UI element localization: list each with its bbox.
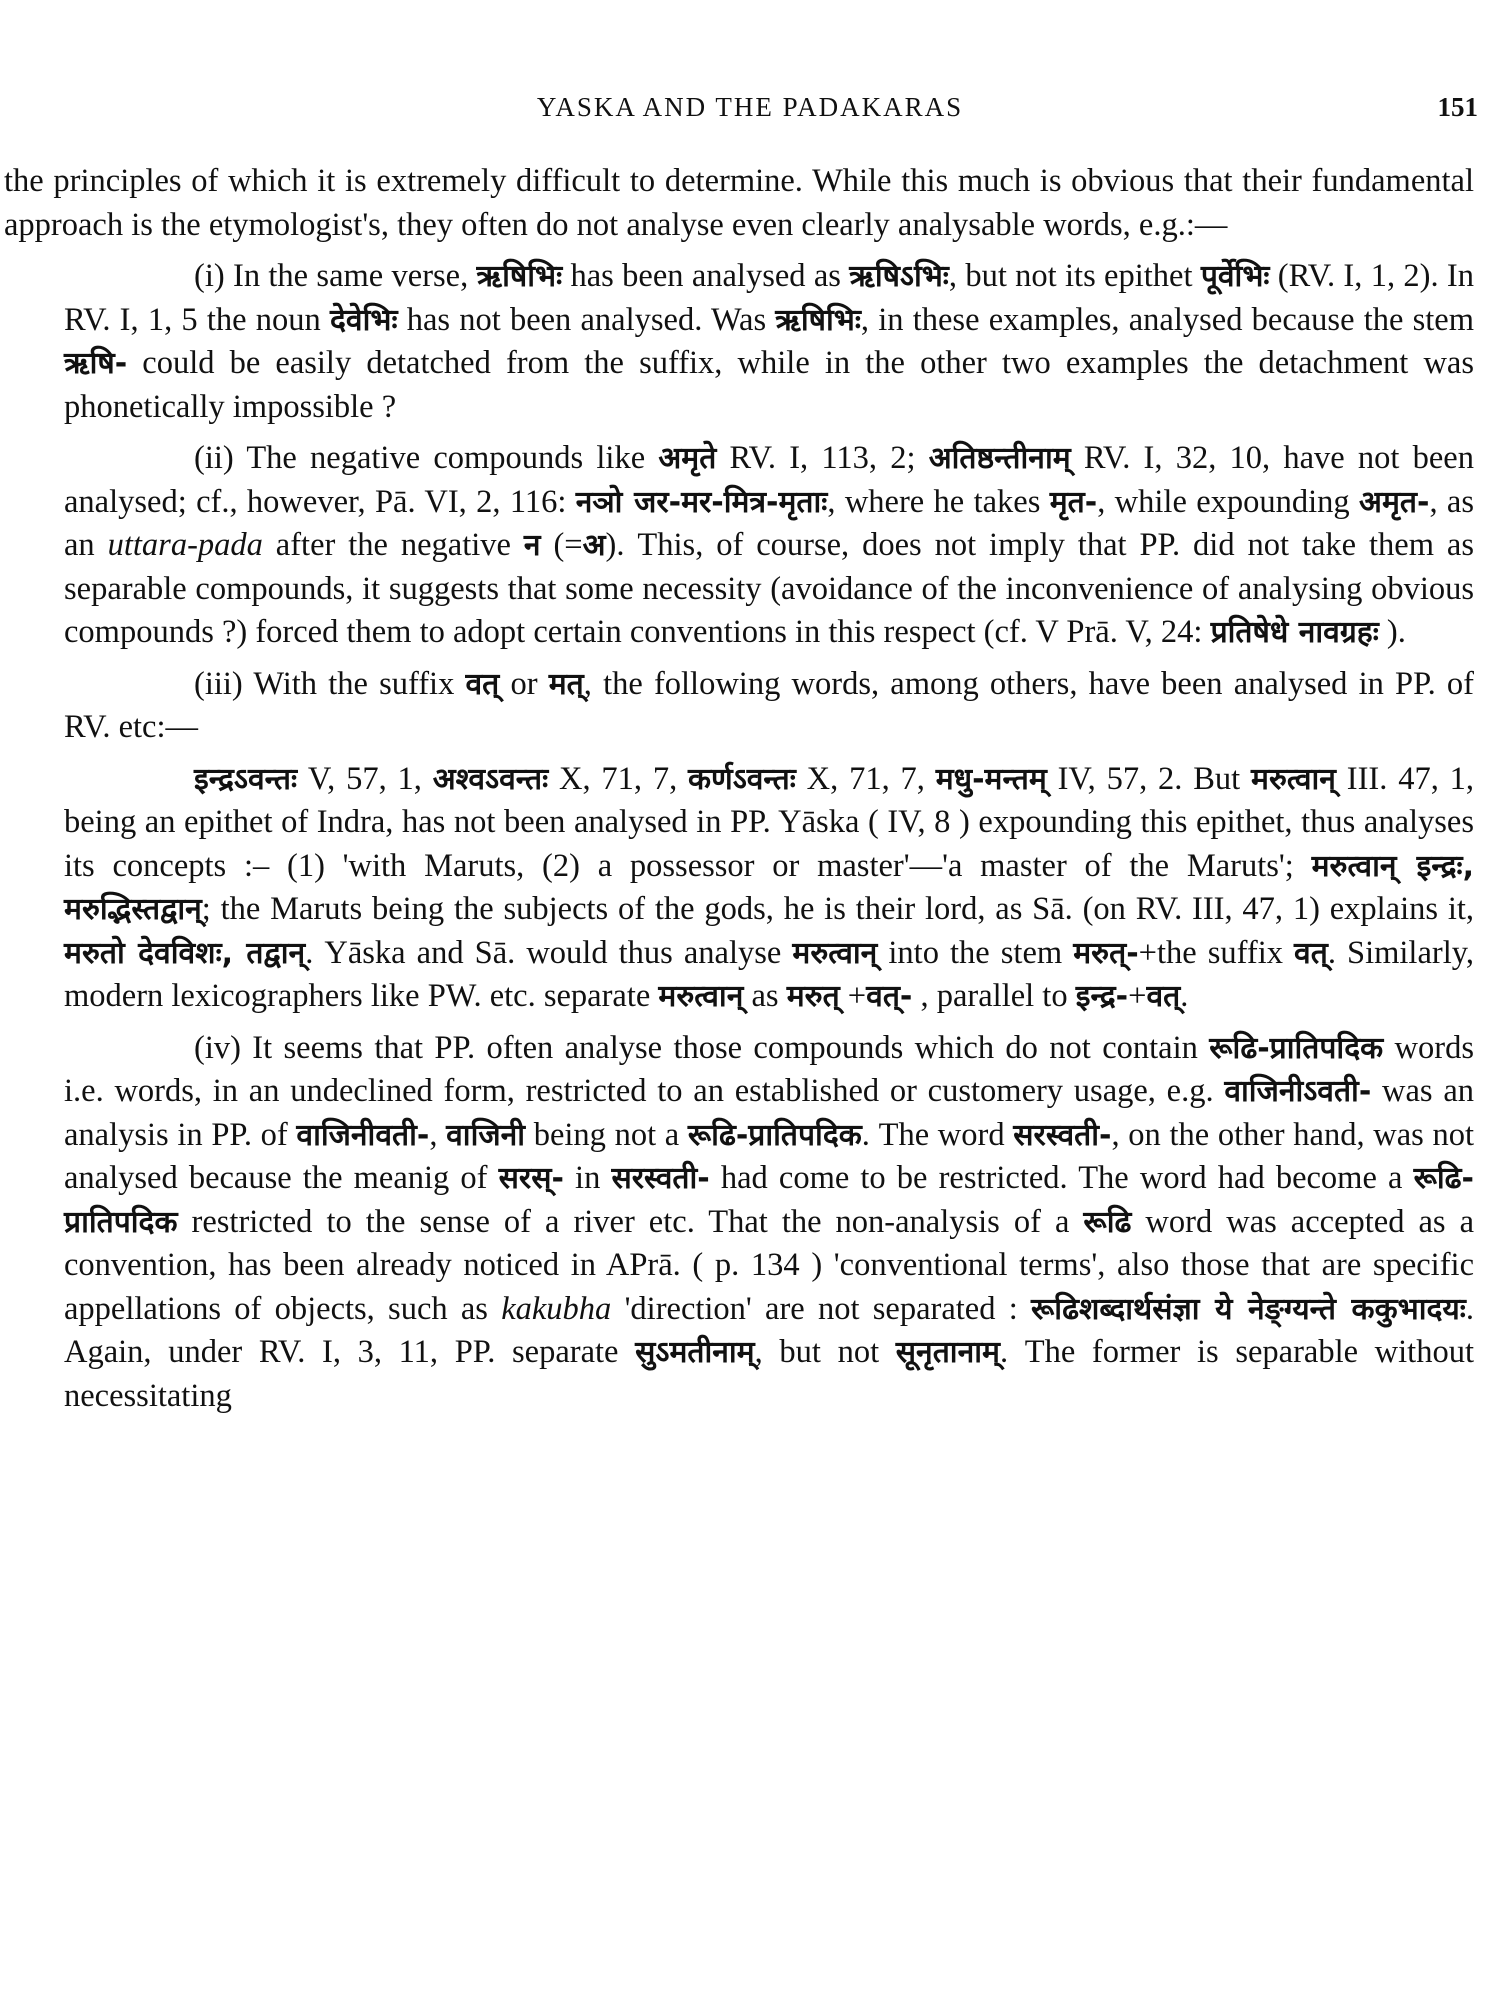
devanagari-term: पूर्वेभिः: [1200, 259, 1270, 294]
text-run: , where he takes: [827, 483, 1050, 520]
text-run: , on the other hand, was not analysed because the meanig of: [64, 1116, 1475, 1196]
devanagari-term: ऋषि-: [64, 346, 128, 381]
text-run: . The word: [861, 1116, 1014, 1153]
text-run: . The former is separable without necessitating: [64, 1334, 1474, 1414]
devanagari-term: अश्वऽवन्तः: [432, 761, 549, 797]
text-run: the principles of which it is extremely difficult to determine. While this much is obvious that their fundamental approach is the etymologist's, they often do not analyse even clearly analysable words, e.g.:—: [4, 163, 1474, 243]
running-head: YASKA AND THE PADAKARAS: [536, 92, 964, 122]
text-run: (i) In the same verse,: [194, 258, 477, 294]
italic-term: uttara-pada: [107, 527, 263, 563]
devanagari-term: नञो जर-मर-मित्र-मृताः: [575, 484, 828, 520]
devanagari-term: वाजिनी: [446, 1117, 526, 1153]
text-run: .: [1180, 978, 1189, 1014]
body-text: [4, 160, 1474, 1418]
text-run: could be easily detatched from the suffix, while in the other two examples the detachment was phonetically impossible ?: [64, 345, 1474, 425]
devanagari-term: वाजिनीवती-: [296, 1117, 430, 1153]
text-run: ,: [429, 1116, 447, 1153]
text-run: , in these examples, analysed because the stem: [860, 301, 1474, 338]
devanagari-term: अमृत-: [1359, 484, 1430, 520]
devanagari-term: रूढि-प्रातिपदिक: [687, 1117, 862, 1153]
devanagari-term: मत्: [548, 666, 584, 702]
devanagari-term: ऋषिभिः: [775, 302, 861, 338]
text-run: X, 71, 7,: [795, 760, 936, 797]
devanagari-term: अमृते: [658, 441, 717, 476]
text-run: words i.e. words, in an undeclined form, restricted to an established or customery usage, e.g.: [64, 1029, 1474, 1109]
devanagari-term: वाजिनीऽवती-: [1224, 1074, 1372, 1109]
devanagari-term: मरुत्: [786, 979, 840, 1014]
devanagari-term: इन्द्र-: [1075, 979, 1129, 1014]
devanagari-term: मरुत्-: [1073, 935, 1139, 971]
text-run: IV, 57, 2. But: [1046, 760, 1252, 797]
text-run: was an analysis in PP. of: [64, 1073, 1474, 1153]
devanagari-term: सुऽमतीनाम्: [635, 1335, 755, 1370]
text-run: or: [499, 665, 549, 702]
devanagari-term: वत्: [1294, 935, 1328, 971]
devanagari-term: मृत-: [1049, 484, 1098, 520]
text-run: V, 57, 1,: [297, 760, 433, 797]
text-run: (iv) It seems that PP. often analyse those compounds which do not contain: [194, 1029, 1210, 1066]
devanagari-term: कर्णऽवन्तः: [688, 761, 796, 797]
paragraph: [4, 758, 1474, 1019]
devanagari-term: ऋषिऽभिः: [849, 259, 949, 294]
devanagari-term: प्रतिषेधे नावग्रहः: [1210, 615, 1379, 650]
devanagari-term: अतिष्ठन्तीनाम्: [928, 441, 1071, 476]
devanagari-term: इन्द्रऽवन्तः: [194, 761, 298, 797]
text-run: +the suffix: [1138, 934, 1295, 971]
devanagari-term: सरस्वती-: [1013, 1117, 1112, 1153]
text-run: as: [743, 978, 787, 1014]
devanagari-term: मरुत्वान्: [792, 935, 878, 971]
text-run: , but not its epithet: [948, 258, 1201, 294]
paragraph: [4, 663, 1474, 750]
text-run: (=: [540, 527, 583, 563]
text-run: , as an: [64, 483, 1474, 563]
text-run: into the stem: [877, 934, 1074, 971]
text-run: (iii) With the suffix: [194, 665, 466, 702]
page-number: 151: [1437, 92, 1478, 122]
text-run: word was accepted as a convention, has been already noticed in APrā. ( p. 134 ) 'conventional terms', also those that are specific appellations of objects, such as: [64, 1203, 1474, 1327]
text-run: (RV. I, 1, 2). In RV. I, 1, 5 the noun: [64, 258, 1474, 338]
devanagari-term: देवेभिः: [329, 302, 398, 338]
devanagari-term: मरुत्वान्: [1251, 761, 1336, 797]
text-run: ).: [1378, 614, 1406, 650]
devanagari-term: सूनृतानाम्: [895, 1335, 1000, 1370]
text-run: ). This, of course, does not imply that PP. did not take them as separable compounds, it suggests that some necessity (avoidance of the inconvenience of analysing obvious compounds ?) forced them to adopt certain conventions in this respect (cf. V Prā. V, 24:: [64, 527, 1474, 650]
devanagari-term: मधु-मन्तम्: [935, 761, 1047, 797]
devanagari-term: रूढि-प्रातिपदिक: [64, 1161, 1474, 1240]
devanagari-term: रूढिशब्दार्थसंज्ञा ये नेङ्ग्यन्ते ककुभादयः: [1030, 1291, 1466, 1327]
devanagari-term: मरुत्वान्: [658, 979, 744, 1014]
text-run: , while expounding: [1097, 483, 1360, 520]
devanagari-term: सरस्वती-: [611, 1161, 710, 1196]
text-run: being not a: [525, 1116, 688, 1153]
text-run: restricted to the sense of a river etc. That the non-analysis of a: [177, 1203, 1084, 1240]
devanagari-term: ऋषिभिः: [476, 259, 563, 294]
text-run: has been analysed as: [562, 258, 850, 294]
devanagari-term: वत्-: [866, 979, 913, 1014]
text-run: after the negative: [262, 527, 524, 563]
text-run: , but not: [754, 1334, 896, 1370]
devanagari-term: न: [523, 528, 541, 563]
text-run: in: [563, 1160, 612, 1196]
text-run: (ii) The negative compounds like: [194, 440, 659, 476]
paragraph: [4, 437, 1474, 655]
text-run: 'direction' are not separated :: [611, 1290, 1031, 1327]
text-run: . Similarly, modern lexicographers like PW. etc. separate: [64, 934, 1474, 1014]
text-run: X, 71, 7,: [548, 760, 689, 797]
italic-term: kakubha: [501, 1290, 612, 1327]
devanagari-term: मरुत्वान् इन्द्रः, मरुद्भिस्तद्वान्: [64, 848, 1474, 927]
text-run: , the following words, among others, have been analysed in PP. of RV. etc:—: [64, 665, 1474, 745]
text-run: RV. I, 113, 2;: [716, 440, 929, 476]
text-run: , parallel to: [912, 978, 1076, 1014]
text-run: had come to be restricted. The word had become a: [709, 1160, 1414, 1196]
text-run: has not been analysed. Was: [397, 301, 776, 338]
text-run: +: [1128, 978, 1147, 1014]
paragraph: [4, 1027, 1474, 1419]
devanagari-term: अ: [582, 528, 606, 563]
devanagari-term: रूढि-प्रातिपदिक: [1209, 1030, 1384, 1066]
paragraph: [4, 255, 1474, 429]
text-run: +: [839, 978, 867, 1014]
text-run: III. 47, 1, being an epithet of Indra, has not been analysed in PP. Yāska ( IV, 8 ) expounding this epithet, thus analyses its concepts :– (1) 'with Maruts, (2) a possessor or master'—'a master of the Maruts';: [64, 760, 1475, 884]
paragraph: [4, 160, 1474, 247]
devanagari-term: सरस्-: [498, 1161, 564, 1196]
text-run: RV. I, 32, 10, have not been analysed; cf., however, Pā. VI, 2, 116:: [64, 440, 1474, 520]
devanagari-term: वत्: [465, 666, 500, 702]
devanagari-term: रूढि: [1083, 1204, 1132, 1240]
text-run: . Yāska and Sā. would thus analyse: [305, 934, 793, 971]
text-run: . Again, under RV. I, 3, 11, PP. separate: [64, 1290, 1474, 1370]
text-run: ; the Maruts being the subjects of the gods, he is their lord, as Sā. (on RV. III, 47, 1) explains it,: [201, 891, 1474, 927]
devanagari-term: वत्: [1146, 979, 1181, 1014]
devanagari-term: मरुतो देवविशः, तद्वान्: [64, 935, 306, 971]
